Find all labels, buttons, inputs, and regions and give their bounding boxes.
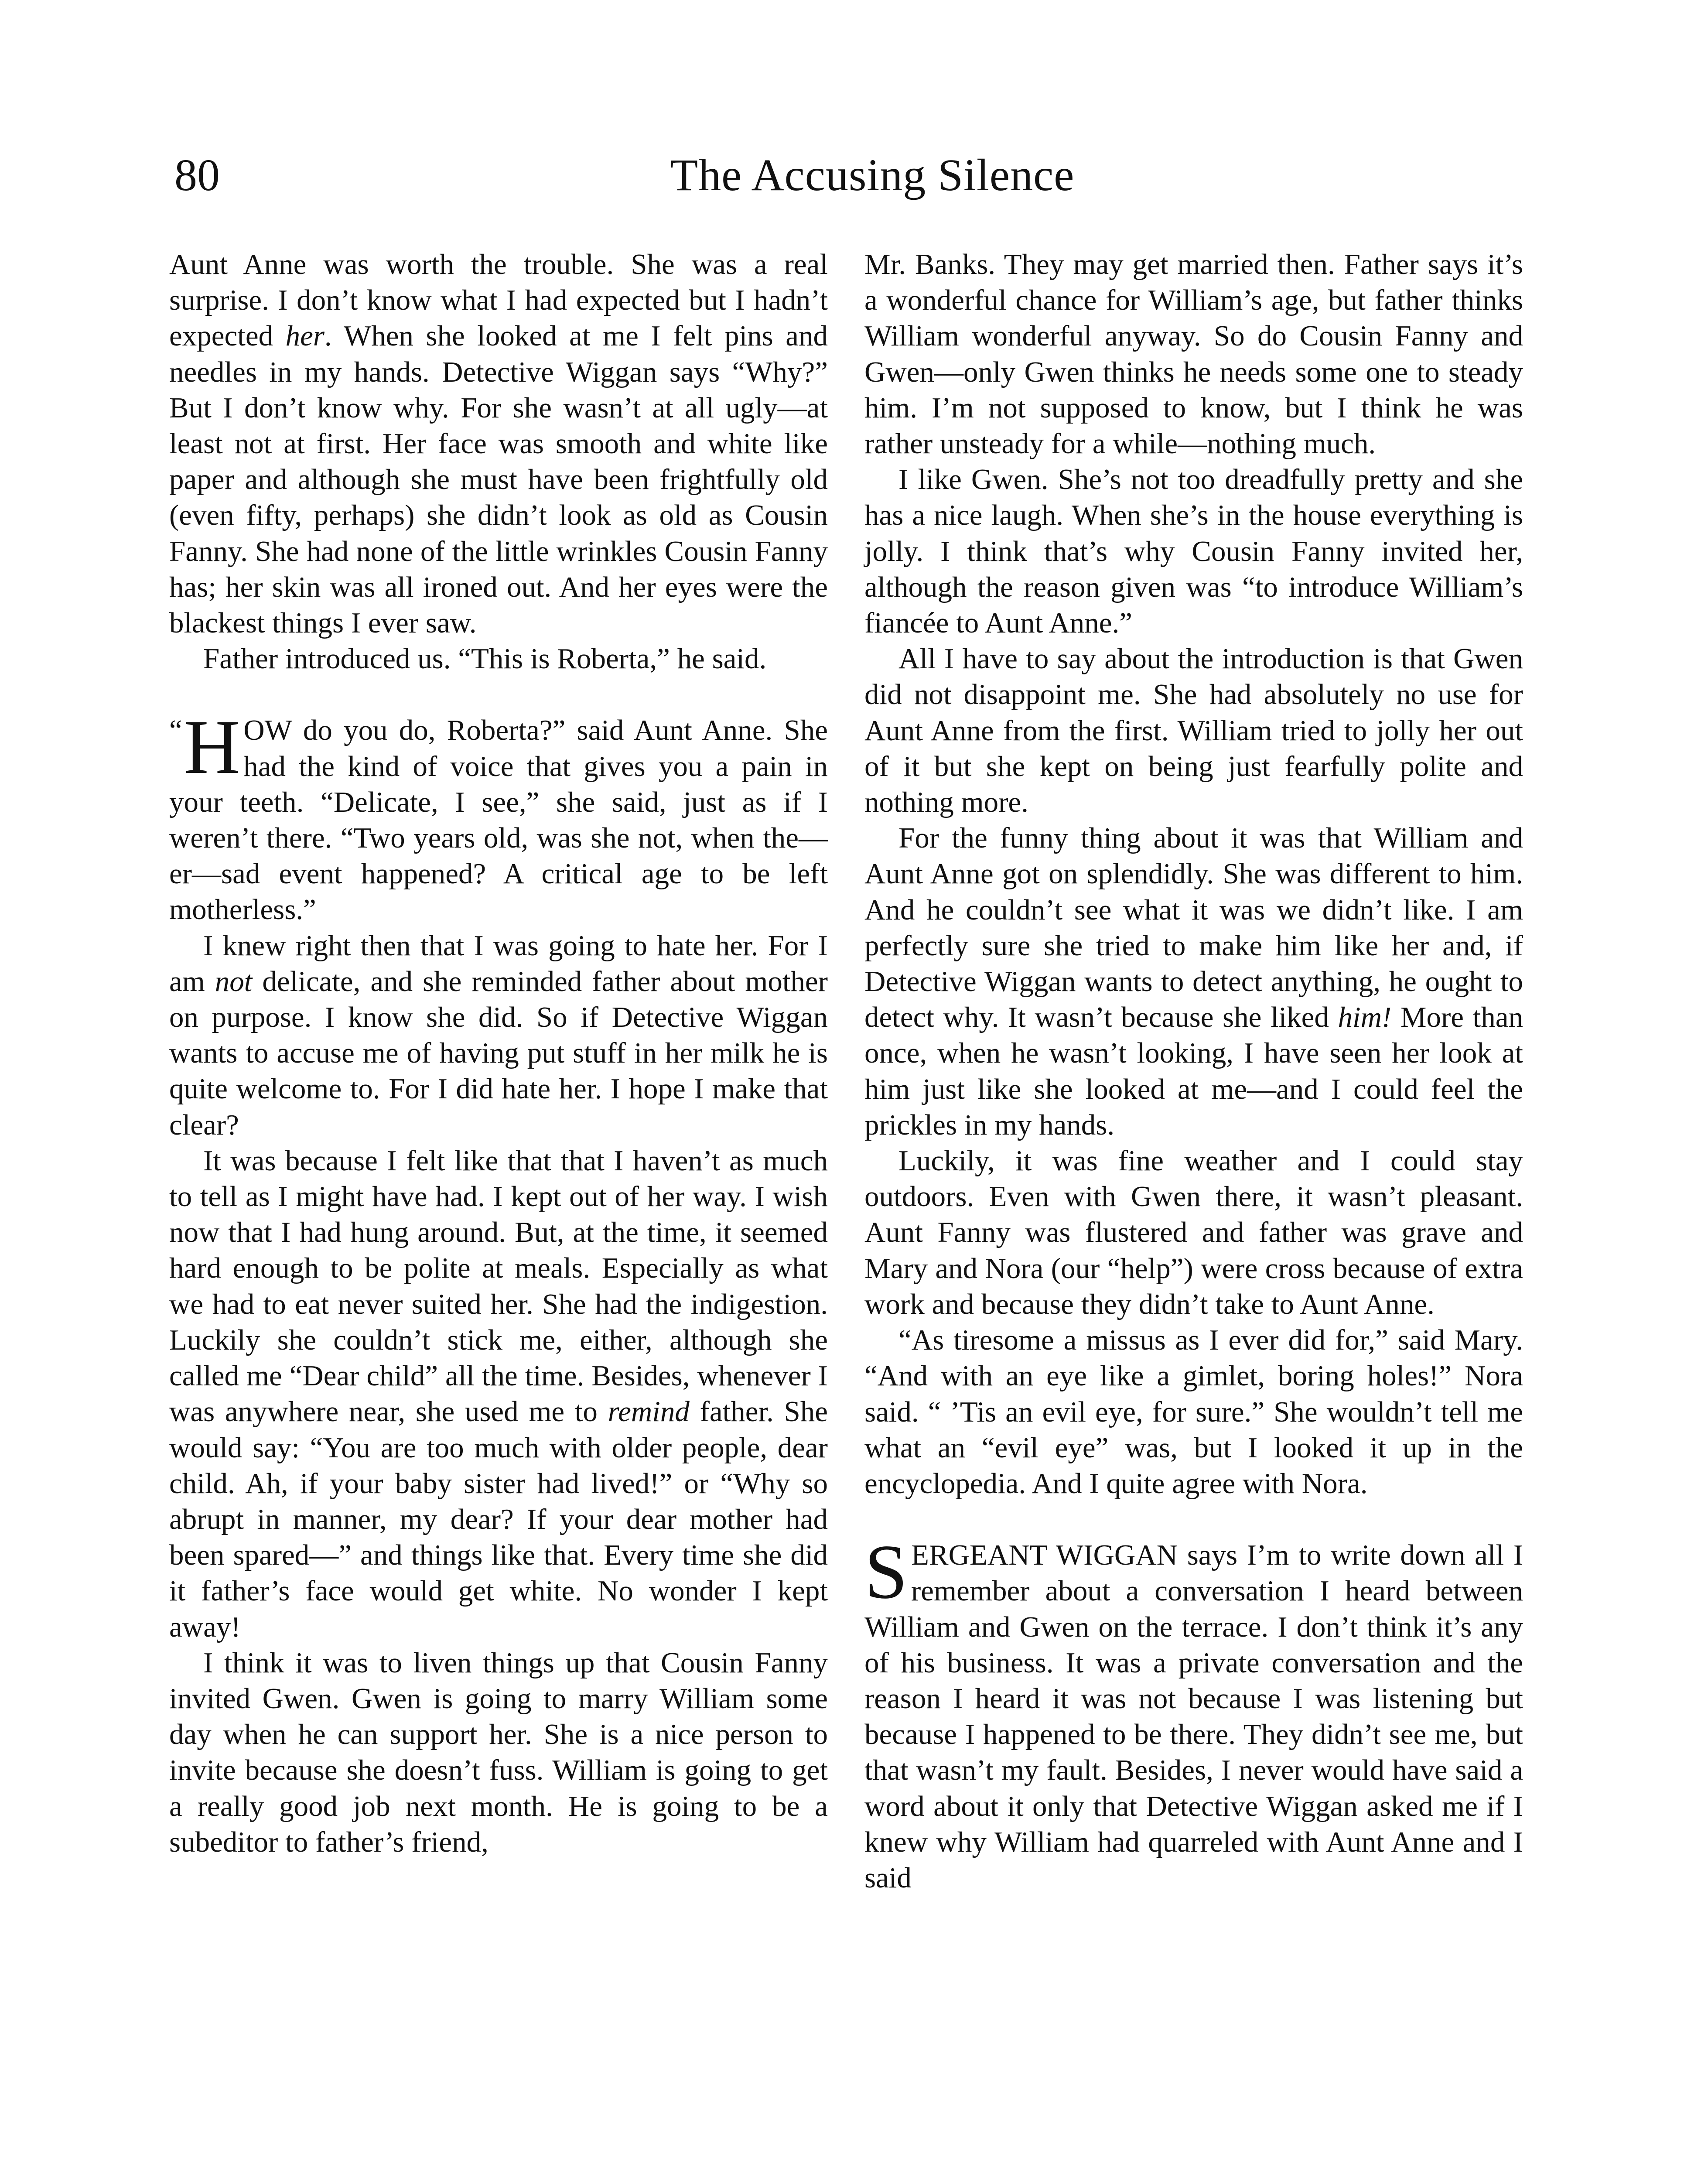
emphasis: her bbox=[285, 320, 325, 352]
paragraph: For the funny thing about it was that William and Aunt Anne got on splendidly. She was different to him. And he couldn’t see what it was we didn’t like. I am perfectly sure she tried to make him like her and, if Detective Wiggan wants to detect anything, he ought to detect why. It wasn’t because she liked him! More than once, when he wasn’t looking, I have seen her look at him just like she looked at me—and I could feel the prickles in my hands. bbox=[864, 822, 1523, 1141]
paragraph: I like Gwen. She’s not too dreadfully pretty and she has a nice laugh. When she’s in the house everything is jolly. I think that’s why Cousin Fanny invited her, although the reason given was “to introduce William’s fiancée to Aunt Anne.” bbox=[864, 463, 1523, 639]
paragraph: Aunt Anne was worth the trouble. She was a real surprise. I don’t know what I had expected but I hadn’t expected her. When she looked at me I felt pins and needles in my hands. Detective Wiggan says “Why?” But I don’t know why. For she wasn’t at all ugly—at least not at first. Her face was smooth and white like paper and although she must have been frightfully old (even fifty, perhaps) she didn’t look as old as Cousin Fanny. She had none of the little wrinkles Cousin Fanny has; her skin was all ironed out. And her eyes were the blackest things I ever saw. bbox=[169, 248, 828, 639]
emphasis: not bbox=[215, 965, 253, 998]
paragraph: “As tiresome a missus as I ever did for,” said Mary. “And with an eye like a gimlet, boring holes!” Nora said. “ ’Tis an evil eye, for sure.” She wouldn’t tell me what an “evil eye” was, but I looked it up in the encyclopedia. And I quite agree with Nora. bbox=[864, 1324, 1523, 1500]
running-title: The Accusing Silence bbox=[670, 150, 1075, 200]
text-column-left bbox=[169, 246, 828, 1860]
paragraph: All I have to say about the introduction is that Gwen did not disappoint me. She had absolutely no use for Aunt Anne from the first. William tried to jolly her out of it but she kept on being just fearfully polite and nothing more. bbox=[864, 643, 1523, 819]
emphasis: remind bbox=[608, 1395, 690, 1428]
paragraph: Mr. Banks. They may get married then. Father says it’s a wonderful chance for William’s age, but father thinks William wonderful anyway. So do Cousin Fanny and Gwen—only Gwen thinks he needs some one to steady him. I’m not supposed to know, but I think he was rather unsteady for a while—nothing much. bbox=[864, 248, 1523, 460]
paragraph-dropcap: SERGEANT WIGGAN says I’m to write down all I remember about a conversation I heard between William and Gwen on the terrace. I don’t think it’s any of his business. It was a private conversation and the reason I heard it was not because I was listening but because I happened to be there. They didn’t see me, but that wasn’t my fault. Besides, I never would have said a word about it only that Detective Wiggan asked me if I knew why William had quarreled with Aunt Anne and I said bbox=[864, 1528, 1523, 1894]
paragraph-dropcap: “ H OW do you do, Roberta?” said Aunt Anne. She had the kind of voice that gives you a pain in your teeth. “Delicate, I see,” she said, just as if I weren’t there. “Two years old, was she not, when the—er—sad event happened? A critical age to be left motherless.” bbox=[169, 704, 828, 926]
drop-cap: H bbox=[184, 704, 240, 790]
opening-quote: “ bbox=[169, 714, 182, 747]
paragraph: I think it was to liven things up that Cousin Fanny invited Gwen. Gwen is going to marry William some day when he can support her. She is a nice person to invite because she doesn’t fuss. William is going to get a really good job next month. He is going to be a subeditor to father’s friend, bbox=[169, 1646, 828, 1858]
drop-cap: S bbox=[864, 1528, 908, 1615]
text-column-right bbox=[864, 246, 1523, 1896]
paragraph: I knew right then that I was going to hate her. For I am not delicate, and she reminded father about mother on purpose. I know she did. So if Detective Wiggan wants to accuse me of having put stuff in her milk he is quite welcome to. For I did hate her. I hope I make that clear? bbox=[169, 929, 828, 1141]
paragraph: Luckily, it was fine weather and I could stay outdoors. Even with Gwen there, it wasn’t pleasant. Aunt Fanny was flustered and father was grave and Mary and Nora (our “help”) were cross because of extra work and because they didn’t take to Aunt Anne. bbox=[864, 1145, 1523, 1320]
paragraph: Father introduced us. “This is Roberta,” he said. bbox=[203, 643, 767, 675]
emphasis: him! bbox=[1338, 1001, 1392, 1034]
paragraph: It was because I felt like that that I haven’t as much to tell as I might have had. I kept out of her way. I wish now that I had hung around. But, at the time, it seemed hard enough to be polite at meals. Especially as what we had to eat never suited her. She had the indigestion. Luckily she couldn’t stick me, either, although she called me “Dear child” all the time. Besides, whenever I was anywhere near, she used me to remind father. She would say: “You are too much with older people, dear child. Ah, if your baby sister had lived!” or “Why so abrupt in manner, my dear? If your dear mother had been spared—” and things like that. Every time she did it father’s face would get white. No wonder I kept away! bbox=[169, 1144, 828, 1643]
page-number: 80 bbox=[174, 150, 220, 200]
